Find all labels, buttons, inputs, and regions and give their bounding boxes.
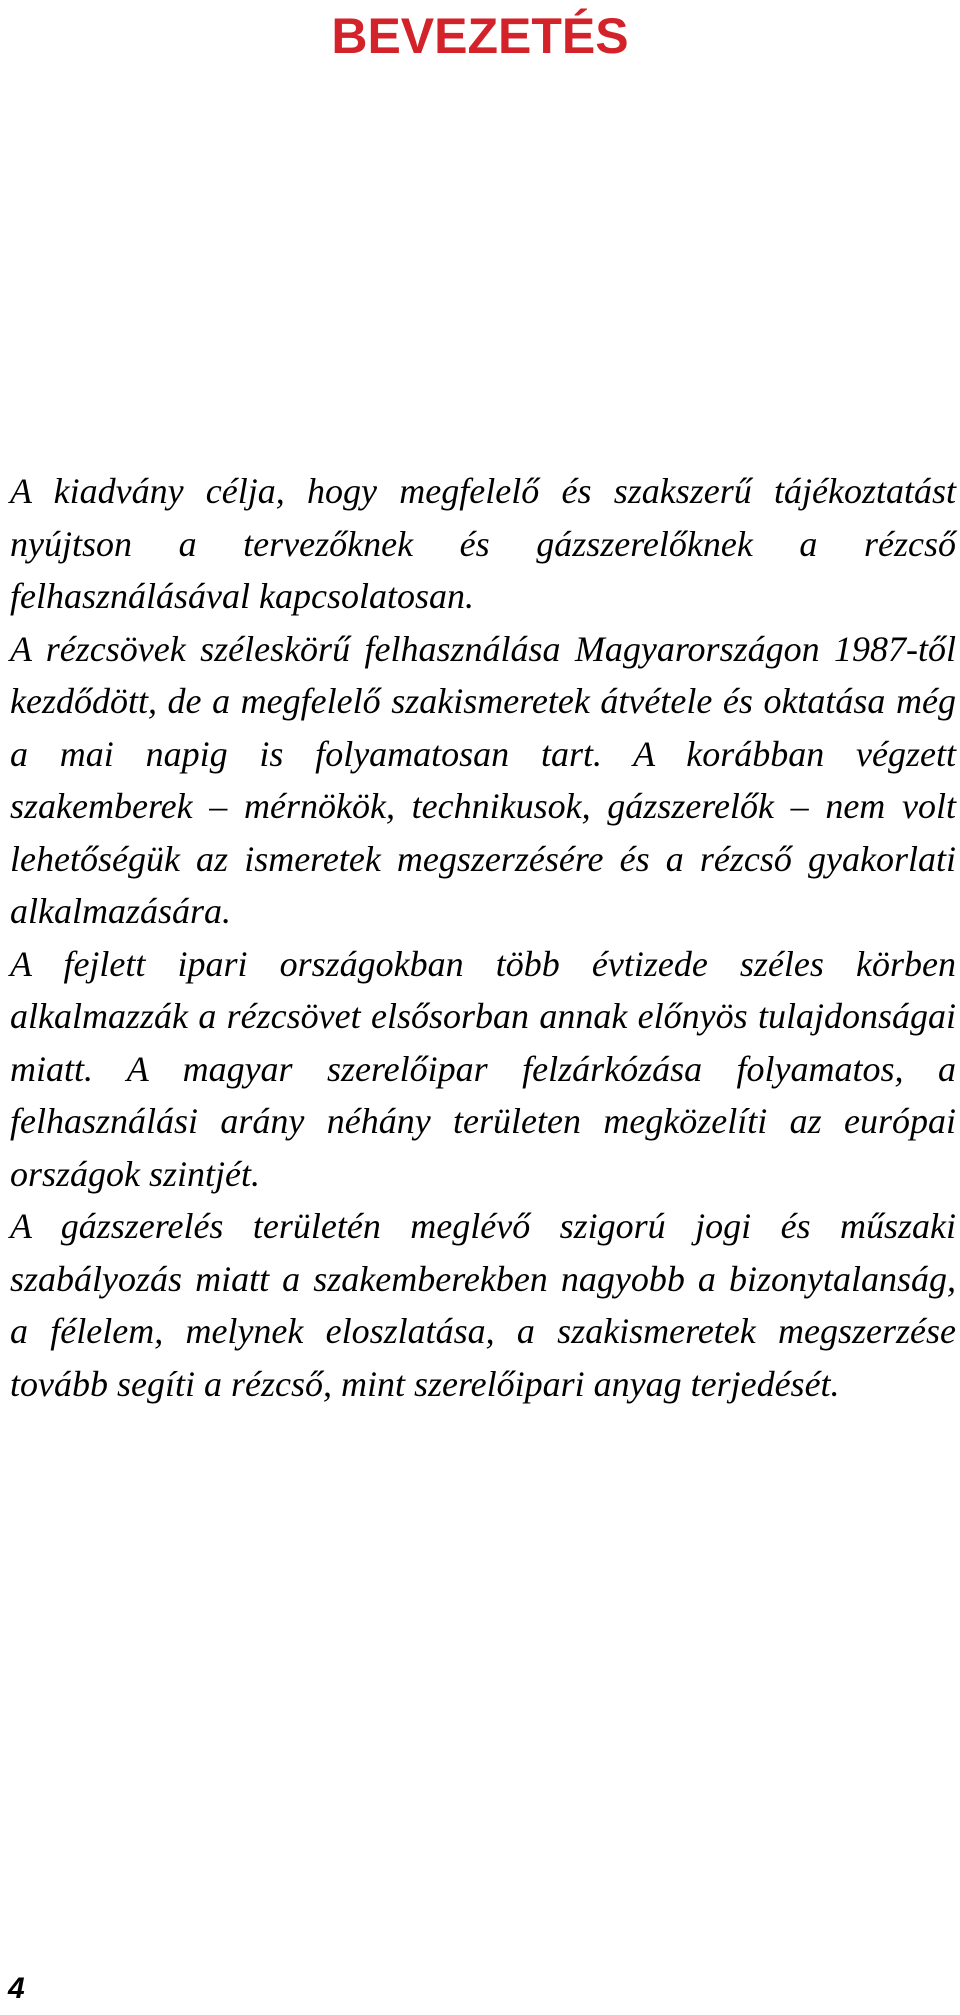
paragraph-industrial-countries: A fejlett ipari országokban több évtizede széles körben alkalmazzák a rézcsövet elsősorban annak előnyös tulajdonságai miatt. A magyar szerelőipar felzárkózása folyamatos, a felhasználási arány néhány területen megközelíti az európai országok szintjét. [10, 943, 956, 1194]
paragraph-gas-installation: A gázszerelés területén meglévő szigorú jogi és műszaki szabályozás miatt a szakemberekben nagyobb a bizonytalanság, a félelem, melynek eloszlatása, a szakismeretek megszerzése tovább segíti a rézcső, mint szerelőipari anyag terjedését. [10, 1206, 956, 1404]
paragraph-history: A rézcsövek széleskörű felhasználása Magyarországon 1987-től kezdődött, de a megfelelő szakismeretek átvétele és oktatása még a mai napig is folyamatosan tart. A korábban végzett szakemberek – mérnökök, technikusok, gázszerelők – nem volt lehetőségük az ismeretek megszerzésére és a rézcső gyakorlati alkalmazására. [10, 628, 956, 931]
paragraph-purpose: A kiadvány célja, hogy megfelelő és szakszerű tájékoztatást nyújtson a tervezőknek és gázszerelőknek a rézcső felhasználásával kapcsolatosan. [10, 471, 956, 616]
body-text [10, 465, 956, 1410]
page-number: 4 [8, 1972, 25, 2005]
page-title: BEVEZETÉS [331, 8, 629, 64]
